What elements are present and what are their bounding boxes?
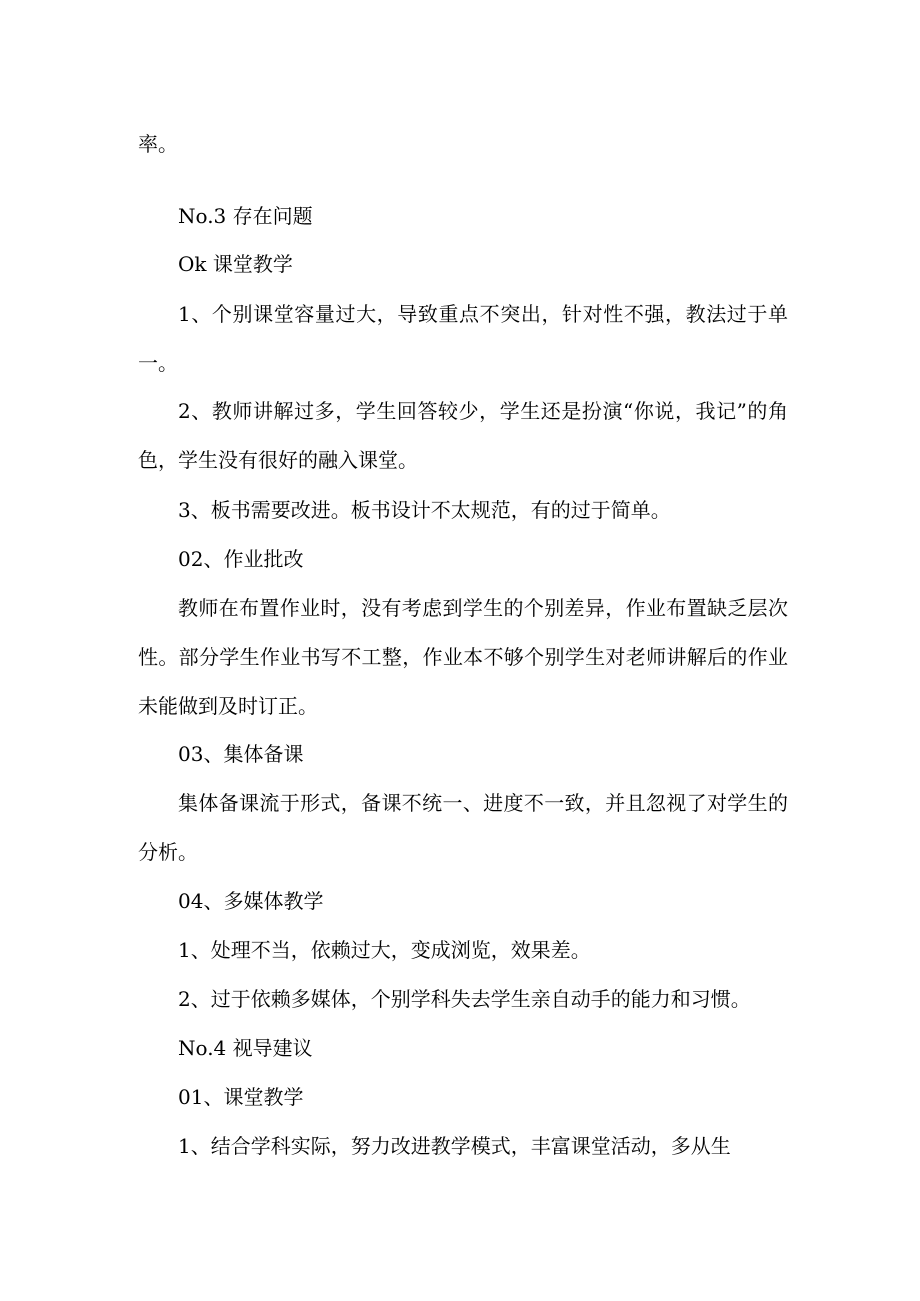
- heading-no4-suggestions: No.4 视导建议: [178, 1036, 313, 1060]
- paragraph-multimedia-1: 1、处理不当，依赖过大，变成浏览，效果差。: [178, 938, 591, 962]
- subheading-group-prep: 03、集体备课: [178, 742, 304, 766]
- subheading-homework: 02、作业批改: [178, 547, 304, 571]
- paragraph-group-prep: 集体备课流于形式，备课不统一、进度不一致，并且忽视了对学生的分析。: [138, 791, 788, 864]
- subheading-classroom-teaching-2: 01、课堂教学: [178, 1085, 304, 1109]
- subheading-multimedia: 04、多媒体教学: [178, 889, 324, 913]
- subheading-classroom-teaching: Ok 课堂教学: [178, 252, 293, 276]
- paragraph-homework: 教师在布置作业时，没有考虑到学生的个别差异，作业布置缺乏层次性。部分学生作业书写不工整，作业本不够个别学生对老师讲解后的作业未能做到及时订正。: [138, 596, 788, 718]
- paragraph-item-1: 1、个别课堂容量过大，导致重点不突出，针对性不强，教法过于单一。: [138, 302, 788, 375]
- paragraph-item-2: 2、教师讲解过多，学生回答较少，学生还是扮演“你说，我记”的角色，学生没有很好的融入课堂。: [138, 399, 788, 472]
- paragraph-continuation: 率。: [138, 132, 178, 156]
- paragraph-multimedia-2: 2、过于依赖多媒体，个别学科失去学生亲自动手的能力和习惯。: [178, 987, 751, 1011]
- paragraph-suggestion-1: 1、结合学科实际，努力改进教学模式，丰富课堂活动，多从生: [178, 1134, 731, 1158]
- paragraph-item-3: 3、板书需要改进。板书设计不太规范，有的过于简单。: [178, 498, 671, 522]
- heading-no3-problems: No.3 存在问题: [178, 204, 313, 228]
